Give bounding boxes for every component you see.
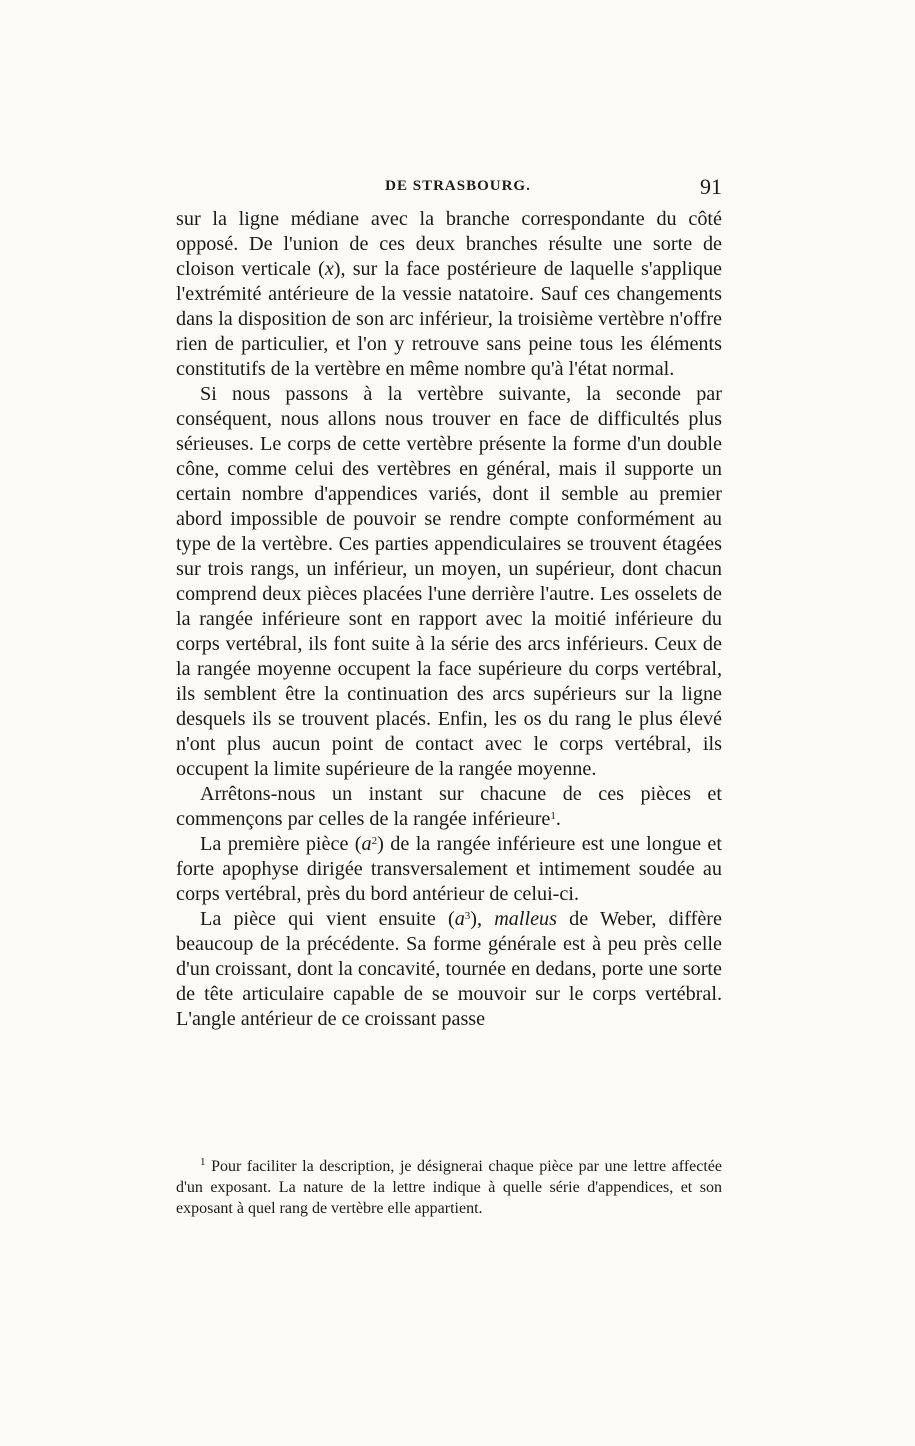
text-segment: La première pièce ( xyxy=(200,833,362,855)
paragraph-4 xyxy=(176,832,722,907)
running-head: DE STRASBOURG. xyxy=(385,178,531,194)
page-header xyxy=(176,174,722,200)
paragraph-2 xyxy=(176,382,722,782)
superscript: 1 xyxy=(550,810,556,822)
text-segment: La pièce qui vient ensuite ( xyxy=(200,908,455,930)
italic-text: a xyxy=(361,833,372,855)
superscript: 2 xyxy=(371,835,378,847)
text-segment: . xyxy=(555,808,561,830)
text-segment: ) de la rangée inférieure est une longue et forte apophyse dirigée transversalement et intimement soudée au corps vertébral, près du bord antérieur de celui-ci. xyxy=(176,833,722,905)
paragraph-1 xyxy=(176,207,722,382)
text-segment: Arrêtons-nous un instant sur chacune de ces pièces et commençons par celles de la rangée inférieure xyxy=(176,783,722,830)
text-segment: ), sur la face postérieure de laquelle s'applique l'extrémité antérieure de la vessie natatoire. Sauf ces changements dans la disposition de son arc inférieur, la troisième vertèbre n'offre rien de particulier, et l'on y retrouve sans peine tous les éléments constitutifs de la vertèbre en même nombre qu'à l'état normal. xyxy=(176,258,723,380)
body-text xyxy=(176,207,722,1032)
page-number: 91 xyxy=(700,174,722,199)
paragraph-3 xyxy=(176,782,722,832)
text-segment: ), xyxy=(470,908,495,930)
italic-text: a xyxy=(454,908,465,930)
text-segment: Si nous passons à la vertèbre suivante, la seconde par conséquent, nous allons nous trouver en face de difficultés plus sérieuses. Le corps de cette vertèbre présente la forme d'un double cône, comme celui des vertèbres en général, mais il supporte un certain nombre d'appendices variés, dont il semble au premier abord impossible de pouvoir se rendre compte conformément au type de la vertèbre. Ces parties appendiculaires se trouvent étagées sur trois rangs, un inférieur, un moyen, un supérieur, dont chacun comprend deux pièces placées l'une derrière l'autre. Les osselets de la rangée inférieure sont en rapport avec la moitié inférieure du corps vertébral, ils font suite à la série des arcs inférieurs. Ceux de la rangée moyenne occupent la face supérieure du corps vertébral, ils semblent être la continuation des arcs supérieurs sur la ligne desquels ils se trouvent placés. Enfin, les os du rang le plus élevé n'ont plus aucun point de contact avec le corps vertébral, ils occupent la limite supérieure de la rangée moyenne. xyxy=(176,383,722,780)
italic-text: malleus xyxy=(494,908,558,930)
superscript: 1 xyxy=(200,1156,206,1168)
italic-text: x xyxy=(324,258,334,280)
text-segment: de Weber, diffère beaucoup de la précédente. Sa forme générale est à peu près celle d'un croissant, dont la concavité, tournée en dedans, porte une sorte de tête articulaire capable de se mouvoir sur le corps vertébral. L'angle antérieur de ce croissant passe xyxy=(176,908,722,1030)
superscript: 3 xyxy=(464,910,471,922)
footnotes xyxy=(176,1156,722,1219)
text-segment: sur la ligne médiane avec la branche correspondante du côté opposé. De l'union de ces deux branches résulte une sorte de cloison verticale ( xyxy=(176,208,722,280)
footnote-1 xyxy=(176,1156,722,1219)
text-segment: Pour faciliter la description, je désignerai chaque pièce par une lettre affectée d'un exposant. La nature de la lettre indique à quelle série d'appendices, et son exposant à quel rang de vertèbre elle appartient. xyxy=(176,1158,722,1217)
paragraph-5 xyxy=(176,907,722,1032)
